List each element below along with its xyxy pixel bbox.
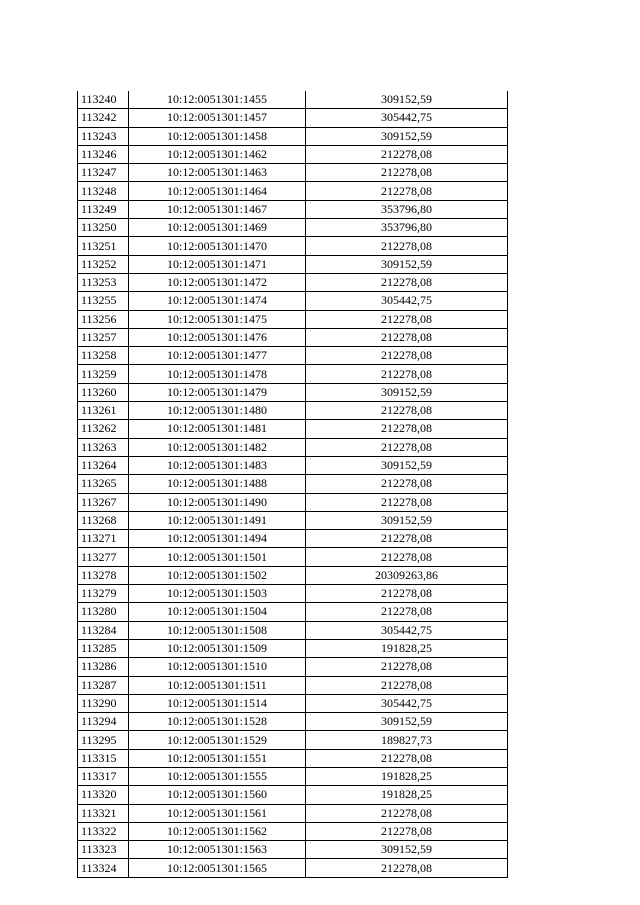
amount-cell: 353796,80 (306, 200, 508, 218)
table-row (78, 420, 508, 438)
cadastral-number-cell: 10:12:0051301:1472 (129, 273, 306, 291)
row-number-cell: 113255 (78, 292, 129, 310)
table-row (78, 402, 508, 420)
row-number-cell: 113243 (78, 127, 129, 145)
table-row (78, 347, 508, 365)
amount-cell: 305442,75 (306, 621, 508, 639)
row-number-cell: 113250 (78, 219, 129, 237)
row-number-cell: 113315 (78, 749, 129, 767)
row-number-cell: 113321 (78, 804, 129, 822)
row-number-cell: 113249 (78, 200, 129, 218)
row-number-cell: 113267 (78, 493, 129, 511)
table-row (78, 731, 508, 749)
row-number-cell: 113268 (78, 511, 129, 529)
amount-cell: 191828,25 (306, 786, 508, 804)
table-row (78, 658, 508, 676)
amount-cell: 309152,59 (306, 383, 508, 401)
cadastral-number-cell: 10:12:0051301:1563 (129, 841, 306, 859)
table-body (78, 91, 508, 877)
amount-cell: 212278,08 (306, 237, 508, 255)
amount-cell: 212278,08 (306, 603, 508, 621)
table-row (78, 713, 508, 731)
amount-cell: 212278,08 (306, 658, 508, 676)
row-number-cell: 113261 (78, 402, 129, 420)
table-row (78, 749, 508, 767)
cadastral-number-cell: 10:12:0051301:1455 (129, 91, 306, 109)
row-number-cell: 113320 (78, 786, 129, 804)
cadastral-number-cell: 10:12:0051301:1501 (129, 548, 306, 566)
table-row (78, 200, 508, 218)
table-row (78, 767, 508, 785)
amount-cell: 305442,75 (306, 109, 508, 127)
cadastral-number-cell: 10:12:0051301:1529 (129, 731, 306, 749)
row-number-cell: 113279 (78, 585, 129, 603)
table-row (78, 530, 508, 548)
cadastral-number-cell: 10:12:0051301:1551 (129, 749, 306, 767)
cadastral-number-cell: 10:12:0051301:1469 (129, 219, 306, 237)
amount-cell: 212278,08 (306, 145, 508, 163)
table-row (78, 219, 508, 237)
table-row (78, 328, 508, 346)
cadastral-number-cell: 10:12:0051301:1510 (129, 658, 306, 676)
cadastral-number-cell: 10:12:0051301:1480 (129, 402, 306, 420)
amount-cell: 191828,25 (306, 639, 508, 657)
table-row (78, 365, 508, 383)
table-row (78, 786, 508, 804)
table-row (78, 237, 508, 255)
amount-cell: 212278,08 (306, 347, 508, 365)
row-number-cell: 113286 (78, 658, 129, 676)
amount-cell: 212278,08 (306, 273, 508, 291)
amount-cell: 212278,08 (306, 438, 508, 456)
row-number-cell: 113322 (78, 822, 129, 840)
table-row (78, 127, 508, 145)
table-row (78, 493, 508, 511)
amount-cell: 212278,08 (306, 365, 508, 383)
table-row (78, 292, 508, 310)
cadastral-number-cell: 10:12:0051301:1490 (129, 493, 306, 511)
row-number-cell: 113263 (78, 438, 129, 456)
cadastral-number-cell: 10:12:0051301:1476 (129, 328, 306, 346)
table-row (78, 145, 508, 163)
row-number-cell: 113280 (78, 603, 129, 621)
cadastral-number-cell: 10:12:0051301:1511 (129, 676, 306, 694)
table-row (78, 273, 508, 291)
cadastral-number-cell: 10:12:0051301:1565 (129, 859, 306, 877)
row-number-cell: 113295 (78, 731, 129, 749)
row-number-cell: 113323 (78, 841, 129, 859)
cadastral-number-cell: 10:12:0051301:1503 (129, 585, 306, 603)
amount-cell: 309152,59 (306, 713, 508, 731)
amount-cell: 212278,08 (306, 310, 508, 328)
cadastral-number-cell: 10:12:0051301:1491 (129, 511, 306, 529)
cadastral-number-cell: 10:12:0051301:1477 (129, 347, 306, 365)
table-row (78, 310, 508, 328)
row-number-cell: 113247 (78, 164, 129, 182)
cadastral-number-cell: 10:12:0051301:1562 (129, 822, 306, 840)
table-row (78, 822, 508, 840)
amount-cell: 212278,08 (306, 749, 508, 767)
cadastral-number-cell: 10:12:0051301:1458 (129, 127, 306, 145)
amount-cell: 212278,08 (306, 676, 508, 694)
row-number-cell: 113324 (78, 859, 129, 877)
amount-cell: 20309263,86 (306, 566, 508, 584)
row-number-cell: 113271 (78, 530, 129, 548)
table-row (78, 255, 508, 273)
table-row (78, 566, 508, 584)
cadastral-number-cell: 10:12:0051301:1560 (129, 786, 306, 804)
row-number-cell: 113251 (78, 237, 129, 255)
cadastral-number-cell: 10:12:0051301:1482 (129, 438, 306, 456)
cadastral-number-cell: 10:12:0051301:1483 (129, 456, 306, 474)
table-row (78, 383, 508, 401)
cadastral-number-cell: 10:12:0051301:1462 (129, 145, 306, 163)
row-number-cell: 113294 (78, 713, 129, 731)
row-number-cell: 113290 (78, 694, 129, 712)
row-number-cell: 113278 (78, 566, 129, 584)
amount-cell: 212278,08 (306, 402, 508, 420)
row-number-cell: 113262 (78, 420, 129, 438)
amount-cell: 212278,08 (306, 493, 508, 511)
row-number-cell: 113260 (78, 383, 129, 401)
row-number-cell: 113284 (78, 621, 129, 639)
row-number-cell: 113264 (78, 456, 129, 474)
row-number-cell: 113253 (78, 273, 129, 291)
cadastral-number-cell: 10:12:0051301:1470 (129, 237, 306, 255)
table-row (78, 804, 508, 822)
table-row (78, 841, 508, 859)
amount-cell: 212278,08 (306, 475, 508, 493)
table-row (78, 475, 508, 493)
cadastral-number-cell: 10:12:0051301:1478 (129, 365, 306, 383)
amount-cell: 309152,59 (306, 841, 508, 859)
amount-cell: 305442,75 (306, 694, 508, 712)
amount-cell: 191828,25 (306, 767, 508, 785)
cadastral-number-cell: 10:12:0051301:1528 (129, 713, 306, 731)
amount-cell: 309152,59 (306, 456, 508, 474)
table-row (78, 164, 508, 182)
row-number-cell: 113265 (78, 475, 129, 493)
amount-cell: 309152,59 (306, 127, 508, 145)
cadastral-number-cell: 10:12:0051301:1555 (129, 767, 306, 785)
row-number-cell: 113258 (78, 347, 129, 365)
parcel-table (77, 91, 508, 878)
cadastral-number-cell: 10:12:0051301:1471 (129, 255, 306, 273)
table-row (78, 438, 508, 456)
amount-cell: 212278,08 (306, 548, 508, 566)
cadastral-number-cell: 10:12:0051301:1481 (129, 420, 306, 438)
table-row (78, 676, 508, 694)
document-page (77, 91, 507, 878)
amount-cell: 309152,59 (306, 91, 508, 109)
cadastral-number-cell: 10:12:0051301:1474 (129, 292, 306, 310)
amount-cell: 212278,08 (306, 182, 508, 200)
table-row (78, 694, 508, 712)
cadastral-number-cell: 10:12:0051301:1561 (129, 804, 306, 822)
cadastral-number-cell: 10:12:0051301:1464 (129, 182, 306, 200)
amount-cell: 212278,08 (306, 328, 508, 346)
cadastral-number-cell: 10:12:0051301:1509 (129, 639, 306, 657)
table-row (78, 511, 508, 529)
table-row (78, 109, 508, 127)
table-row (78, 621, 508, 639)
amount-cell: 212278,08 (306, 859, 508, 877)
amount-cell: 212278,08 (306, 822, 508, 840)
row-number-cell: 113285 (78, 639, 129, 657)
cadastral-number-cell: 10:12:0051301:1514 (129, 694, 306, 712)
row-number-cell: 113259 (78, 365, 129, 383)
amount-cell: 212278,08 (306, 530, 508, 548)
cadastral-number-cell: 10:12:0051301:1494 (129, 530, 306, 548)
row-number-cell: 113240 (78, 91, 129, 109)
row-number-cell: 113252 (78, 255, 129, 273)
cadastral-number-cell: 10:12:0051301:1502 (129, 566, 306, 584)
row-number-cell: 113242 (78, 109, 129, 127)
cadastral-number-cell: 10:12:0051301:1488 (129, 475, 306, 493)
cadastral-number-cell: 10:12:0051301:1504 (129, 603, 306, 621)
row-number-cell: 113246 (78, 145, 129, 163)
table-row (78, 585, 508, 603)
row-number-cell: 113287 (78, 676, 129, 694)
cadastral-number-cell: 10:12:0051301:1463 (129, 164, 306, 182)
cadastral-number-cell: 10:12:0051301:1479 (129, 383, 306, 401)
table-row (78, 548, 508, 566)
cadastral-number-cell: 10:12:0051301:1475 (129, 310, 306, 328)
cadastral-number-cell: 10:12:0051301:1457 (129, 109, 306, 127)
row-number-cell: 113257 (78, 328, 129, 346)
row-number-cell: 113256 (78, 310, 129, 328)
amount-cell: 212278,08 (306, 420, 508, 438)
amount-cell: 305442,75 (306, 292, 508, 310)
amount-cell: 189827,73 (306, 731, 508, 749)
amount-cell: 212278,08 (306, 164, 508, 182)
amount-cell: 212278,08 (306, 585, 508, 603)
amount-cell: 212278,08 (306, 804, 508, 822)
cadastral-number-cell: 10:12:0051301:1467 (129, 200, 306, 218)
row-number-cell: 113248 (78, 182, 129, 200)
table-row (78, 182, 508, 200)
row-number-cell: 113317 (78, 767, 129, 785)
amount-cell: 309152,59 (306, 511, 508, 529)
table-row (78, 859, 508, 877)
row-number-cell: 113277 (78, 548, 129, 566)
cadastral-number-cell: 10:12:0051301:1508 (129, 621, 306, 639)
table-row (78, 91, 508, 109)
table-row (78, 456, 508, 474)
table-row (78, 639, 508, 657)
amount-cell: 309152,59 (306, 255, 508, 273)
table-row (78, 603, 508, 621)
amount-cell: 353796,80 (306, 219, 508, 237)
